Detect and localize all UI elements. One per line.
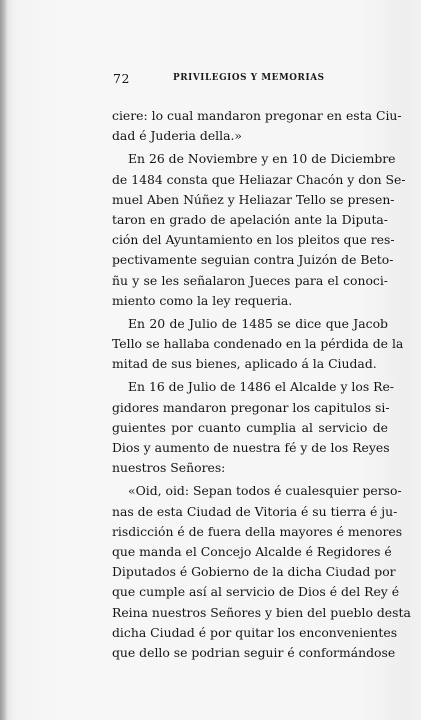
text-line: dad é Juderia della.» [112, 128, 242, 144]
text-line: dicha Ciudad é por quitar los enconvenientes [112, 624, 398, 640]
text-line: de 1484 consta que Heliazar Chacón y don Se- [112, 171, 406, 187]
text-line: nas de esta Ciudad de Vitoria é su tierra é ju- [112, 503, 398, 519]
page-number: 72 [113, 71, 130, 86]
text-line: ción del Ayuntamiento en los pleitos que res- [112, 232, 395, 248]
text-line: mitad de sus bienes, aplicado á la Ciudad. [112, 356, 377, 372]
running-head: PRIVILEGIOS Y MEMORIAS [173, 73, 325, 83]
text-line: «Oid, oid: Sepan todos é cualesquier perso- [128, 483, 402, 499]
text-line: pectivamente seguian contra Juizón de Beto- [112, 252, 394, 268]
text-line: En 16 de Julio de 1486 el Alcalde y los Re- [128, 379, 394, 395]
page-gutter-shadow [0, 0, 8, 720]
text-line: que dello se podrian seguir é conformándose [112, 644, 396, 660]
text-line: nuestros Señores: [112, 460, 226, 476]
text-line: muel Aben Núñez y Heliazar Tello se presen- [112, 191, 395, 207]
text-line: Dios y aumento de nuestra fé y de los Reyes [112, 440, 390, 455]
text-line: que cumple así al servicio de Dios é del Rey é [112, 584, 400, 600]
text-line: gidores mandaron pregonar los capitulos si- [112, 399, 390, 415]
text-line: que manda el Concejo Alcalde é Regidores é [112, 543, 392, 559]
text-line: En 26 de Noviembre y en 10 de Diciembre [128, 151, 396, 167]
text-line: miento como la ley requeria. [112, 292, 293, 308]
text-line: Reina nuestros Señores y bien del pueblo desta [112, 604, 411, 620]
text-line: ciere: lo cual mandaron pregonar en esta Ciu- [112, 108, 402, 123]
text-line: Tello se hallaba condenado en la pérdida de la [112, 336, 404, 352]
text-line: En 20 de Julio de 1485 se dice que Jacob [128, 315, 388, 331]
text-line: Diputados é Gobierno de la dicha Ciudad por [112, 564, 396, 580]
text-line: risdicción é de fuera della mayores é menores [112, 523, 403, 539]
page-header [113, 71, 389, 87]
text-line: taron en grado de apelación ante la Diputa- [112, 211, 388, 227]
body-text [112, 106, 411, 663]
text-line: guientes por cuanto cumplia al servicio de [112, 419, 388, 435]
text-line: ñu y se les señalaron Jueces para el conoci- [112, 272, 388, 288]
